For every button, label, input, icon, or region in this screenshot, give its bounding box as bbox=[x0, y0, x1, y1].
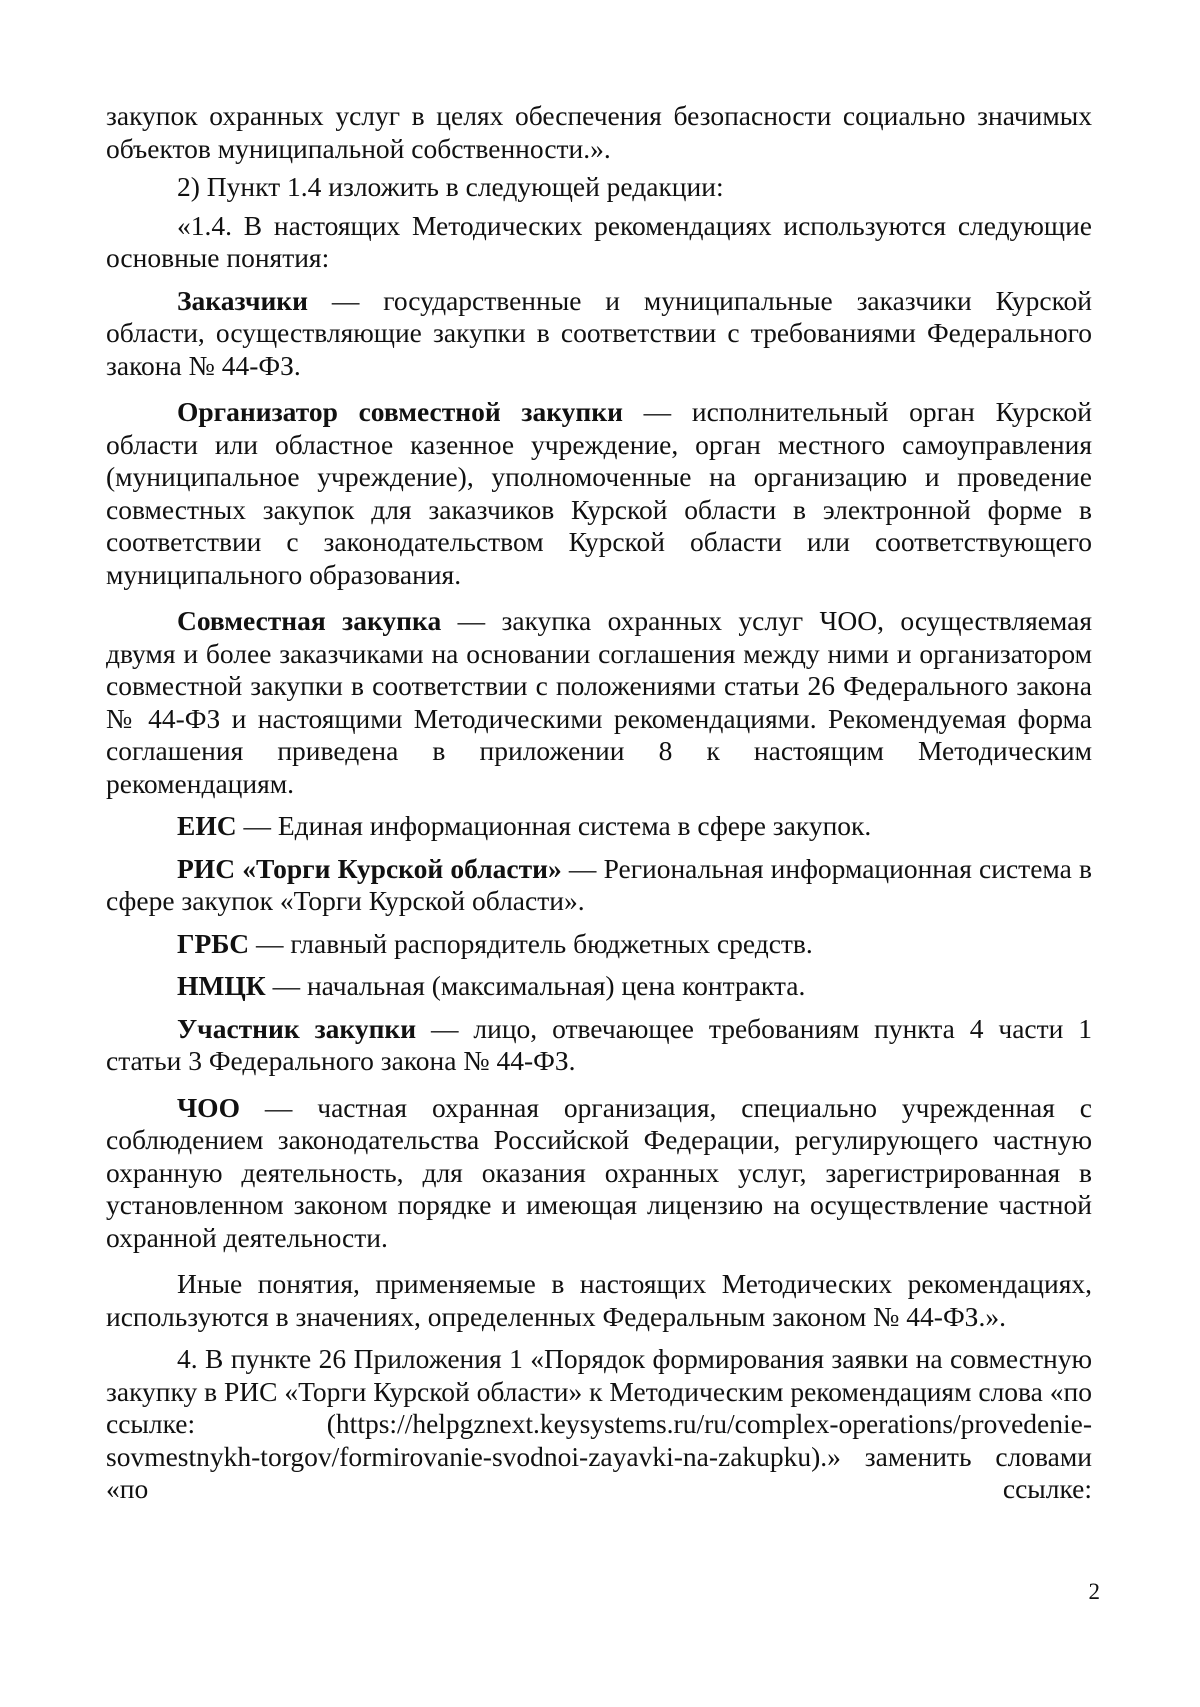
definition-text: — исполнительный орган Курской области или областное казенное учреждение, орган местного самоуправления (муниципальное учреждение), уполномоченные на организацию и проведение совместных закупок для заказчиков Курской области в электронной форме в соответствии с законодательством Курской области или соответствующего муниципального образования. bbox=[106, 396, 1093, 590]
definition-grbs bbox=[106, 928, 1092, 961]
item-4-paragraph: 4. В пункте 26 Приложения 1 «Порядок формирования заявки на совместную закупку в РИС «Торги Курской области» к Методическим рекомендациям слова «по ссылке: (https://helpgznext.keysystems.ru/ru/complex-operations/provedenie-sovmestnykh-torgov/formirovanie-svodnoi-zayavki-na-zakupku).» заменить словами «по ссылке: bbox=[106, 1343, 1092, 1504]
definition-joint-purchase bbox=[106, 605, 1092, 800]
definition-term: НМЦК bbox=[177, 970, 266, 1001]
definition-text: — лицо, отвечающее требованиям пункта 4 части 1 статьи 3 Федерального закона № 44-ФЗ. bbox=[106, 1012, 1093, 1076]
definition-text: — закупка охранных услуг ЧОО, осуществляемая двумя и более заказчиками на основании соглашения между ними и организатором совместной закупки в соответствии с положениями статьи 26 Федерального закона № 44-ФЗ и настоящими Методическими рекомендациями. Рекомендуемая форма соглашения приведена в приложении 8 к настоящим Методическим рекомендациям. bbox=[106, 605, 1092, 799]
definition-term: ГРБС bbox=[177, 927, 250, 959]
definition-term: Совместная закупка bbox=[177, 605, 442, 636]
definition-term: Заказчики bbox=[177, 284, 308, 316]
definition-term: Участник закупки bbox=[177, 1012, 417, 1044]
definition-participant bbox=[106, 1013, 1092, 1078]
definition-term: Организатор совместной закупки bbox=[177, 396, 623, 427]
definition-term: РИС «Торги Курской области» bbox=[177, 852, 562, 884]
definition-ris bbox=[106, 853, 1092, 918]
other-terms-paragraph: Иные понятия, применяемые в настоящих Методических рекомендациях, используются в значениях, определенных Федеральным законом № 44-ФЗ.». bbox=[106, 1268, 1092, 1332]
definition-text: — частная охранная организация, специально учрежденная с соблюдением законодательства Российской Федерации, регулирующего частную охранную деятельность, для оказания охранных услуг, зарегистрированная в установленном законом порядке и имеющая лицензию на осуществление частной охранной деятельности. bbox=[106, 1091, 1092, 1253]
definition-term: ЧОО bbox=[177, 1091, 240, 1123]
definition-text: — Региональная информационная система в сфере закупок «Торги Курской области». bbox=[106, 852, 1092, 916]
item-1-4-intro: «1.4. В настоящих Методических рекомендациях используются следующие основные понятия: bbox=[106, 209, 1092, 273]
definition-text: — Единая информационная система в сфере закупок. bbox=[236, 810, 872, 841]
definition-choo bbox=[106, 1092, 1092, 1255]
definition-text: — начальная (максимальная) цена контракта. bbox=[265, 970, 806, 1001]
definition-joint-purchase-organizer bbox=[106, 396, 1092, 591]
page-number: 2 bbox=[1088, 1579, 1100, 1604]
continuation-paragraph: закупок охранных услуг в целях обеспечения безопасности социально значимых объектов муниципальной собственности.». bbox=[106, 100, 1092, 164]
item-2-paragraph: 2) Пункт 1.4 изложить в следующей редакции: bbox=[177, 171, 724, 202]
definition-customers bbox=[106, 285, 1092, 383]
definition-term: ЕИС bbox=[177, 810, 237, 841]
definition-eis bbox=[106, 810, 1092, 843]
definition-text: — главный распорядитель бюджетных средств. bbox=[249, 927, 813, 959]
document-body bbox=[106, 100, 1092, 1506]
definition-nmck bbox=[106, 970, 1092, 1003]
definition-text: — государственные и муниципальные заказчики Курской области, осуществляющие закупки в соответствии с требованиями Федерального закона № 44-ФЗ. bbox=[106, 284, 1092, 381]
